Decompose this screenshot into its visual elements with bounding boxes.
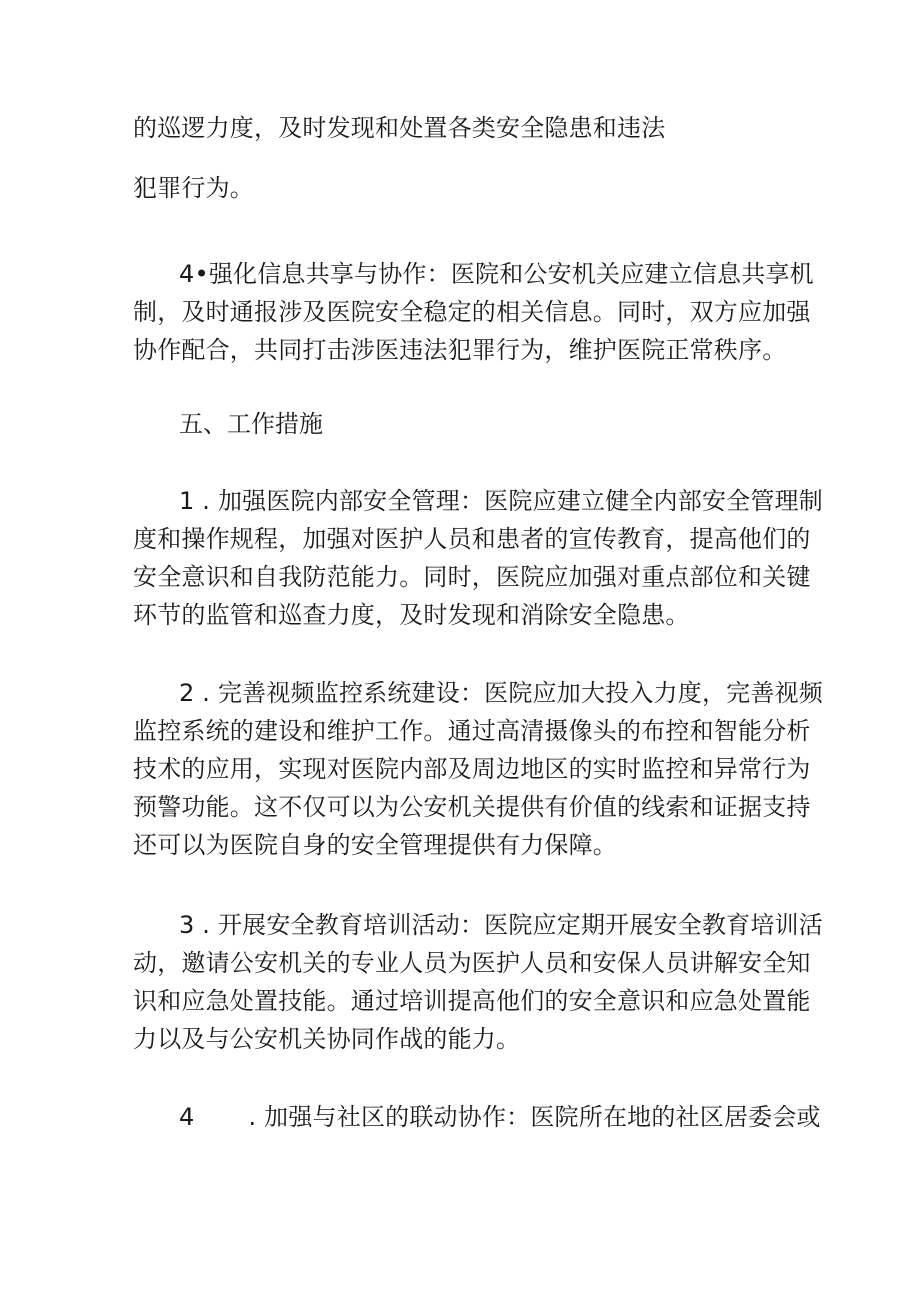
text-line: 度和操作规程，加强对医护人员和患者的宣传教育，提高他们的 <box>133 525 811 553</box>
text-line: 技术的应用，实现对医院内部及周边地区的实时监控和异常行为 <box>133 755 811 783</box>
text-line: 的巡逻力度，及时发现和处置各类安全隐患和违法 <box>133 114 666 142</box>
text-line: 3 . 开展安全教育培训活动：医院应定期开展安全教育培训活 <box>179 911 823 939</box>
paragraph-measure-1 <box>133 482 823 634</box>
text-line: 协作配合，共同打击涉医违法犯罪行为，维护医院正常秩序。 <box>133 336 787 364</box>
text-line: 2 . 完善视频监控系统建设：医院应加大投入力度，完善视频 <box>179 679 823 707</box>
text-line: 安全意识和自我防范能力。同时，医院应加强对重点部位和关键 <box>133 563 811 591</box>
paragraph-measure-3 <box>133 906 823 1058</box>
text-line: 犯罪行为。 <box>133 174 254 202</box>
text-line: 识和应急处置技能。通过培训提高他们的安全意识和应急处置能 <box>133 987 811 1015</box>
text-line: 1 . 加强医院内部安全管理：医院应建立健全内部安全管理制 <box>179 487 823 515</box>
paragraph-measure-2 <box>133 674 823 864</box>
item-text: . 加强与社区的联动协作：医院所在地的社区居委会或 <box>248 1103 821 1131</box>
paragraph-continuation <box>133 109 797 207</box>
text-line: 还可以为医院自身的安全管理提供有力保障。 <box>133 831 617 859</box>
text-line: 制，及时通报涉及医院安全稳定的相关信息。同时，双方应加强 <box>133 298 811 326</box>
text-line: 环节的监管和巡查力度，及时发现和消除安全隐患。 <box>133 601 690 629</box>
text-line <box>133 1098 821 1136</box>
text-line: 力以及与公安机关协同作战的能力。 <box>133 1025 521 1053</box>
item-number: 4 <box>179 1103 195 1131</box>
paragraph-measure-4 <box>133 1098 821 1136</box>
text-line: 监控系统的建设和维护工作。通过高清摄像头的布控和智能分析 <box>133 717 811 745</box>
paragraph-info-sharing <box>133 255 814 369</box>
section-heading: 五、工作措施 <box>179 410 323 438</box>
text-line: 预警功能。这不仅可以为公安机关提供有价值的线索和证据支持 <box>133 793 811 821</box>
text-line: 4•强化信息共享与协作：医院和公安机关应建立信息共享机 <box>179 260 814 288</box>
text-line: 动，邀请公安机关的专业人员为医护人员和安保人员讲解安全知 <box>133 949 811 977</box>
